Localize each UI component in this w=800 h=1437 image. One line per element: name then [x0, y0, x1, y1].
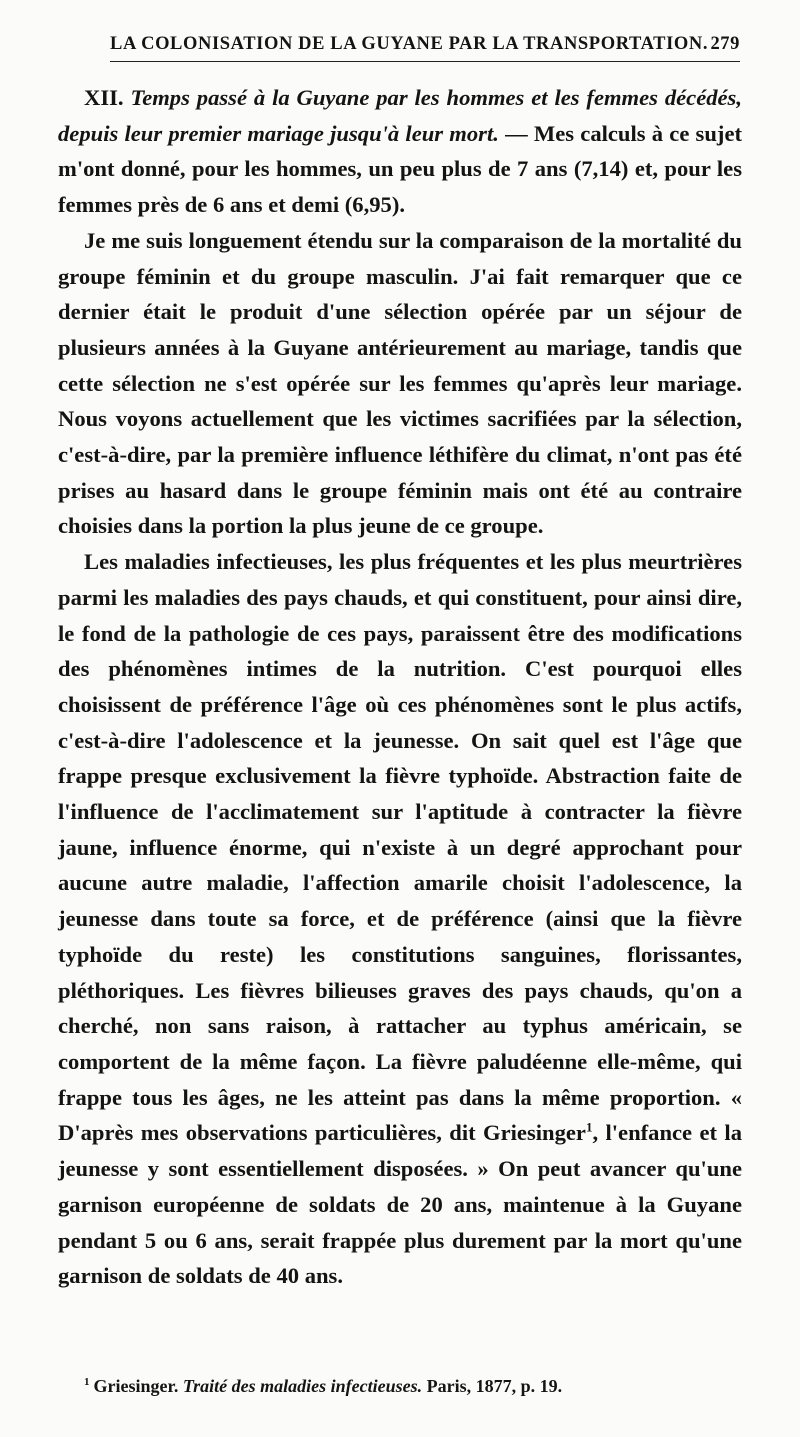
- footnote-reference: 1: [585, 1119, 593, 1135]
- running-head: [110, 34, 740, 62]
- paragraph-text: , l'enfance et la jeunesse y sont essentiellement disposées. » On peut avancer qu'une garnison européenne de soldats de 20 ans, maintenue à la Guyane pendant 5 ou 6 ans, serait frappée plus durement par la mort qu'une garnison de soldats de 40 ans.: [58, 1120, 743, 1289]
- paragraph: [58, 544, 742, 1294]
- paragraph: Je me suis longuement étendu sur la comparaison de la mortalité du groupe féminin et du groupe masculin. J'ai fait remarquer que ce dernier était le produit d'une sélection opérée par un séjour de plusieurs années à la Guyane antérieurement au mariage, tandis que cette sélection ne s'est opérée sur les femmes qu'après leur mariage. Nous voyons actuellement que les victimes sacrifiées par la sélection, c'est-à-dire, par la première influence léthifère du climat, n'ont pas été prises au hasard dans le groupe féminin mais ont été au contraire choisies dans la portion la plus jeune de ce groupe.: [58, 227, 742, 539]
- section-title: Temps passé à la Guyane par les hommes et les femmes décédés, depuis leur premier mariage jusqu'à leur mort.: [58, 85, 742, 146]
- paragraph-text: — Mes calculs à ce sujet m'ont donné, pour les hommes, un peu plus de 7 ans (7,14) et, pour les femmes près de 6 ans et demi (6,95).: [58, 120, 742, 218]
- footnote-details: Paris, 1877, p. 19.: [426, 1376, 563, 1396]
- body-text: [58, 80, 742, 1294]
- running-title: LA COLONISATION DE LA GUYANE PAR LA TRANSPORTATION.: [110, 34, 709, 54]
- footnote-title: Traité des maladies infectieuses.: [182, 1376, 423, 1396]
- paragraph-text: Les maladies infectieuses, les plus fréquentes et les plus meurtrières parmi les maladies des pays chauds, et qui constituent, pour ainsi dire, le fond de la pathologie de ces pays, paraissent être des modifications des phénomènes intimes de la nutrition. C'est pourquoi elles choisissent de préférence l'âge où ces phénomènes sont le plus actifs, c'est-à-dire l'adolescence et la jeunesse. On sait quel est l'âge que frappe presque exclusivement la fièvre typhoïde. Abstraction faite de l'influence de l'acclimatement sur l'aptitude à contracter la fièvre jaune, influence énorme, qui n'existe à un degré approchant pour aucune autre maladie, l'affection amarile choisit l'adolescence, la jeunesse dans toute sa force, et de préférence (ainsi que la fièvre typhoïde du reste) les constitutions sanguines, florissantes, pléthoriques. Les fièvres bilieuses graves des pays chauds, qu'on a cherché, non sans raison, à rattacher au typhus américain, se comportent de la même façon. La fièvre paludéenne elle-même, qui frappe tous les âges, ne les atteint pas dans la même proportion. « D'après mes observations particulières, dit Griesinger: [58, 549, 742, 1146]
- footnote-mark: 1: [84, 1376, 90, 1388]
- footnote: [58, 1374, 742, 1398]
- paragraph-xii: [58, 80, 742, 223]
- footnote-author: Griesinger.: [93, 1376, 179, 1396]
- page-number: 279: [710, 34, 740, 54]
- section-number: XII.: [84, 85, 124, 110]
